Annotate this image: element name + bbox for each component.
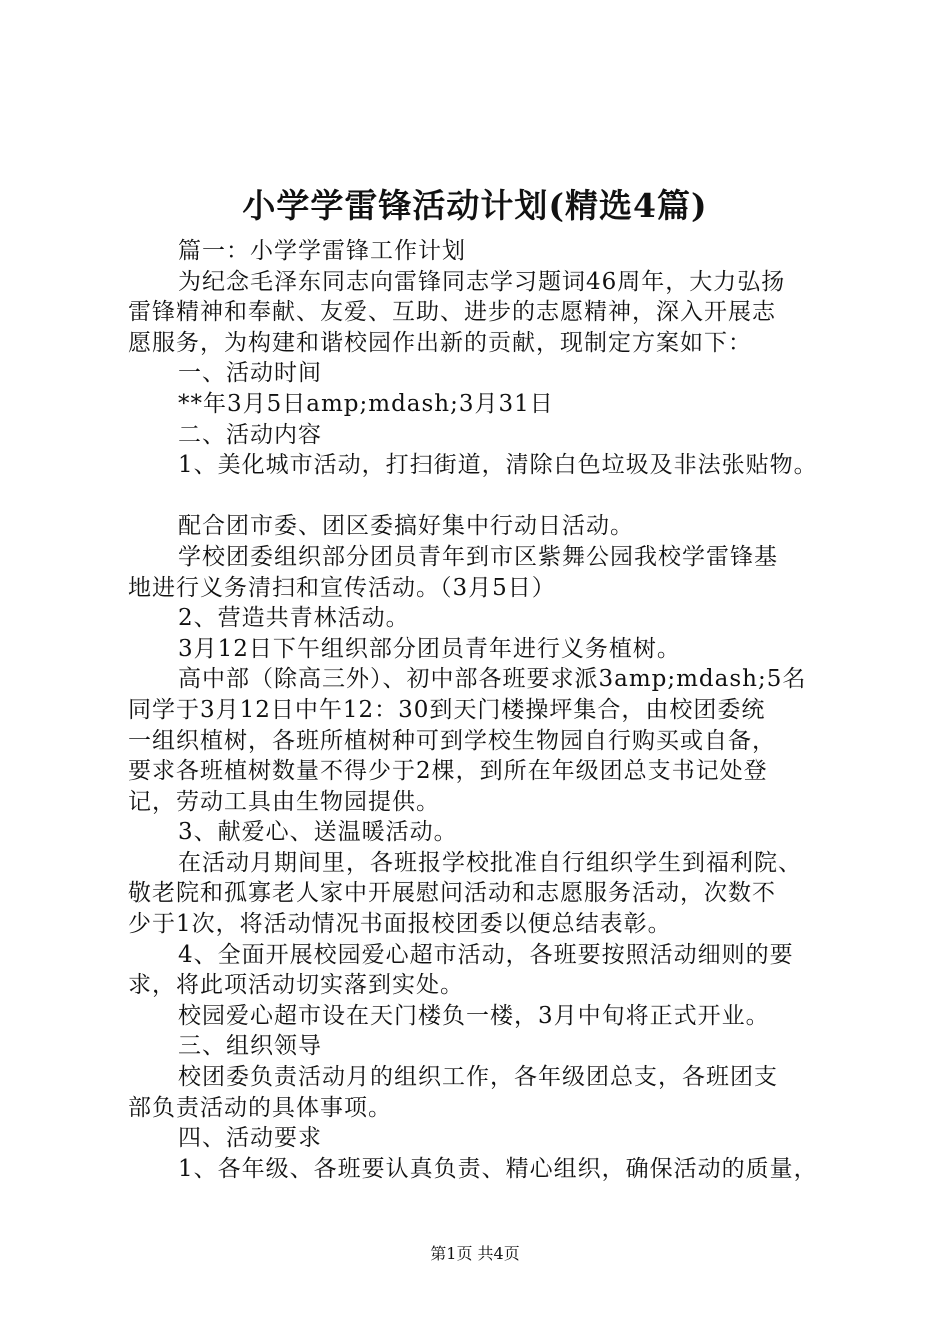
document-body [128,236,848,1184]
paragraph-line: 雷锋精神和奉献、友爱、互助、进步的志愿精神，深入开展志 [128,299,776,326]
paragraph-line: 部负责活动的具体事项。 [128,1094,392,1121]
paragraph-line: 记，劳动工具由生物园提供。 [128,788,440,815]
paragraph-line: 校团委负责活动月的组织工作，各年级团总支，各班团支 [178,1064,778,1091]
paragraph-line: 同学于3月12日中午12：30到天门楼操坪集合，由校团委统 [128,696,766,723]
paragraph-line: 高中部（除高三外）、初中部各班要求派3amp;mdash;5名 [178,666,807,693]
paragraph-line: 配合团市委、团区委搞好集中行动日活动。 [178,513,634,540]
paragraph-line: 地进行义务清扫和宣传活动。（3月5日） [128,574,556,601]
paragraph-line: 一组织植树，各班所植树种可到学校生物园自行购买或自备， [128,727,776,754]
paragraph-line: 2、营造共青林活动。 [178,605,410,632]
document-title: 小学学雷锋活动计划(精选4篇) [242,186,708,225]
paragraph-line: 二、活动内容 [178,421,322,448]
paragraph-line: 校园爱心超市设在天门楼负一楼，3月中旬将正式开业。 [178,1002,770,1029]
paragraph-line: 求，将此项活动切实落到实处。 [128,972,464,999]
paragraph-line: **年3月5日amp;mdash;3月31日 [178,390,554,417]
paragraph-line: 愿服务，为构建和谐校园作出新的贡献，现制定方案如下： [128,329,752,356]
paragraph-line: 3月12日下午组织部分团员青年进行义务植树。 [178,635,681,662]
paragraph-line: 篇一：小学学雷锋工作计划 [178,238,466,264]
paragraph-line: 学校团委组织部分团员青年到市区紫舞公园我校学雷锋基 [178,543,778,570]
paragraph-line: 在活动月期间里，各班报学校批准自行组织学生到福利院、 [178,849,802,876]
blank-line [128,481,848,512]
paragraph-line: 为纪念毛泽东同志向雷锋同志学习题词46周年，大力弘扬 [178,268,786,295]
paragraph-line: 1、各年级、各班要认真负责、精心组织，确保活动的质量， [178,1155,818,1182]
paragraph-line: 四、活动要求 [178,1125,322,1152]
paragraph-line: 敬老院和孤寡老人家中开展慰问活动和志愿服务活动，次数不 [128,880,776,907]
paragraph-line: 三、组织领导 [178,1033,322,1060]
paragraph-line: 3、献爱心、送温暖活动。 [178,819,458,846]
paragraph-line: 少于1次，将活动情况书面报校团委以便总结表彰。 [128,911,672,938]
paragraph-line: 一、活动时间 [178,360,322,387]
paragraph-line: 要求各班植树数量不得少于2棵，到所在年级团总支书记处登 [128,758,768,785]
page-footer: 第1页 共4页 [430,1244,520,1263]
paragraph-line: 4、全面开展校园爱心超市活动，各班要按照活动细则的要 [178,941,794,968]
paragraph-line: 1、美化城市活动，打扫街道，清除白色垃圾及非法张贴物。 [178,452,818,479]
